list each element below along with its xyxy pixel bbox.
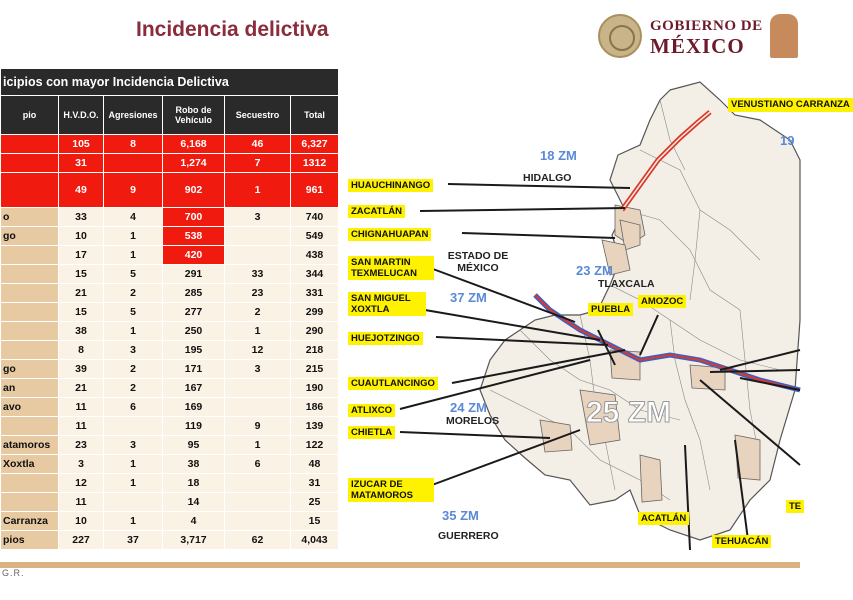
cell-secuestro: 3 bbox=[225, 360, 291, 379]
cell-secuestro bbox=[225, 398, 291, 417]
label-chignahuapan: CHIGNAHUAPAN bbox=[348, 228, 431, 241]
puebla-map bbox=[340, 60, 850, 560]
cell-total: 331 bbox=[291, 284, 339, 303]
incidence-table bbox=[0, 68, 339, 550]
cell-total: 218 bbox=[291, 341, 339, 360]
cell-agresiones: 2 bbox=[104, 360, 163, 379]
col-agresiones: Agresiones bbox=[104, 96, 163, 135]
cell-total: 438 bbox=[291, 246, 339, 265]
cell-name bbox=[1, 474, 59, 493]
cell-name bbox=[1, 493, 59, 512]
cell-hvdo: 23 bbox=[59, 436, 104, 455]
cell-name bbox=[1, 417, 59, 436]
cell-secuestro: 1 bbox=[225, 436, 291, 455]
cell-agresiones: 1 bbox=[104, 512, 163, 531]
cell-total: 25 bbox=[291, 493, 339, 512]
cell-name: o bbox=[1, 208, 59, 227]
table-row bbox=[1, 341, 339, 360]
cell-name bbox=[1, 154, 59, 173]
cell-secuestro bbox=[225, 512, 291, 531]
cell-robo: 1,274 bbox=[163, 154, 225, 173]
cell-name bbox=[1, 341, 59, 360]
label-chietla: CHIETLA bbox=[348, 426, 395, 439]
zone-35: 35 ZM bbox=[442, 508, 479, 523]
cell-total: 215 bbox=[291, 360, 339, 379]
national-seal-icon bbox=[598, 14, 642, 58]
cell-total: 4,043 bbox=[291, 531, 339, 550]
cell-name bbox=[1, 284, 59, 303]
cell-name bbox=[1, 173, 59, 208]
cell-secuestro: 1 bbox=[225, 322, 291, 341]
label-acatlan: ACATLÁN bbox=[638, 512, 689, 525]
cell-secuestro: 3 bbox=[225, 208, 291, 227]
cell-hvdo: 11 bbox=[59, 398, 104, 417]
cell-robo: 700 bbox=[163, 208, 225, 227]
table-row bbox=[1, 154, 339, 173]
portrait-image bbox=[770, 14, 798, 58]
gobierno-logo bbox=[598, 12, 800, 60]
cell-total: 740 bbox=[291, 208, 339, 227]
cell-agresiones: 4 bbox=[104, 208, 163, 227]
cell-secuestro: 2 bbox=[225, 303, 291, 322]
cell-hvdo: 49 bbox=[59, 173, 104, 208]
table-row bbox=[1, 436, 339, 455]
cell-robo: 250 bbox=[163, 322, 225, 341]
label-cuautlancingo: CUAUTLANCINGO bbox=[348, 377, 438, 390]
gov-line2: MÉXICO bbox=[650, 34, 745, 58]
cell-secuestro: 1 bbox=[225, 173, 291, 208]
cell-robo: 195 bbox=[163, 341, 225, 360]
cell-agresiones bbox=[104, 154, 163, 173]
cell-total: 961 bbox=[291, 173, 339, 208]
cell-agresiones: 1 bbox=[104, 246, 163, 265]
cell-hvdo: 10 bbox=[59, 227, 104, 246]
cell-hvdo: 38 bbox=[59, 322, 104, 341]
cell-robo: 538 bbox=[163, 227, 225, 246]
table-row bbox=[1, 379, 339, 398]
label-venustiano: VENUSTIANO CARRANZA bbox=[728, 98, 853, 112]
cell-agresiones: 37 bbox=[104, 531, 163, 550]
table-caption: icipios con mayor Incidencia Delictiva bbox=[1, 69, 339, 96]
cell-robo: 38 bbox=[163, 455, 225, 474]
cell-name: atamoros bbox=[1, 436, 59, 455]
cell-hvdo: 31 bbox=[59, 154, 104, 173]
label-amozoc: AMOZOC bbox=[638, 295, 686, 308]
region-hidalgo: HIDALGO bbox=[523, 172, 572, 184]
cell-name: pios bbox=[1, 531, 59, 550]
cell-robo: 291 bbox=[163, 265, 225, 284]
footer-bar bbox=[0, 562, 800, 568]
cell-secuestro bbox=[225, 379, 291, 398]
cell-agresiones bbox=[104, 417, 163, 436]
cell-total: 15 bbox=[291, 512, 339, 531]
cell-robo: 277 bbox=[163, 303, 225, 322]
col-robo: Robo de Vehículo bbox=[163, 96, 225, 135]
cell-name bbox=[1, 265, 59, 284]
label-huauchinango: HUAUCHINANGO bbox=[348, 179, 433, 192]
cell-agresiones: 2 bbox=[104, 379, 163, 398]
zone-19: 19 bbox=[780, 133, 795, 148]
cell-secuestro: 33 bbox=[225, 265, 291, 284]
cell-name: go bbox=[1, 227, 59, 246]
label-texmelucan: SAN MARTIN TEXMELUCAN bbox=[348, 256, 434, 280]
cell-hvdo: 15 bbox=[59, 265, 104, 284]
cell-agresiones: 2 bbox=[104, 284, 163, 303]
table-row bbox=[1, 265, 339, 284]
page-title: Incidencia delictiva bbox=[136, 18, 329, 41]
cell-name: go bbox=[1, 360, 59, 379]
label-zacatlan: ZACATLÁN bbox=[348, 205, 405, 218]
table-row bbox=[1, 227, 339, 246]
label-tehuacan: TEHUACÁN bbox=[712, 535, 771, 548]
cell-secuestro: 46 bbox=[225, 135, 291, 154]
cell-agresiones: 1 bbox=[104, 227, 163, 246]
cell-hvdo: 12 bbox=[59, 474, 104, 493]
cell-name: an bbox=[1, 379, 59, 398]
cell-robo: 14 bbox=[163, 493, 225, 512]
cell-total: 299 bbox=[291, 303, 339, 322]
col-secuestro: Secuestro bbox=[225, 96, 291, 135]
cell-hvdo: 39 bbox=[59, 360, 104, 379]
cell-agresiones: 6 bbox=[104, 398, 163, 417]
cell-agresiones: 3 bbox=[104, 436, 163, 455]
cell-robo: 171 bbox=[163, 360, 225, 379]
cell-robo: 119 bbox=[163, 417, 225, 436]
table-row bbox=[1, 246, 339, 265]
cell-name: Carranza bbox=[1, 512, 59, 531]
cell-name bbox=[1, 135, 59, 154]
zone-23: 23 ZM bbox=[576, 263, 613, 278]
table-row bbox=[1, 173, 339, 208]
cell-robo: 95 bbox=[163, 436, 225, 455]
label-izucar: IZUCAR DE MATAMOROS bbox=[348, 478, 434, 502]
zone-24: 24 ZM bbox=[450, 400, 487, 415]
table-row bbox=[1, 208, 339, 227]
cell-agresiones: 3 bbox=[104, 341, 163, 360]
table-row bbox=[1, 398, 339, 417]
cell-name bbox=[1, 303, 59, 322]
cell-name bbox=[1, 322, 59, 341]
cell-hvdo: 21 bbox=[59, 284, 104, 303]
region-edomex: ESTADO DE MÉXICO bbox=[447, 250, 509, 274]
cell-secuestro bbox=[225, 227, 291, 246]
table-row bbox=[1, 455, 339, 474]
cell-total: 549 bbox=[291, 227, 339, 246]
cell-secuestro: 23 bbox=[225, 284, 291, 303]
cell-robo: 4 bbox=[163, 512, 225, 531]
table-row bbox=[1, 303, 339, 322]
cell-secuestro: 6 bbox=[225, 455, 291, 474]
cell-secuestro: 7 bbox=[225, 154, 291, 173]
cell-hvdo: 105 bbox=[59, 135, 104, 154]
source-note: G.R. bbox=[2, 568, 25, 578]
cell-hvdo: 33 bbox=[59, 208, 104, 227]
table-row bbox=[1, 493, 339, 512]
cell-secuestro bbox=[225, 493, 291, 512]
cell-robo: 285 bbox=[163, 284, 225, 303]
cell-total: 122 bbox=[291, 436, 339, 455]
cell-robo: 167 bbox=[163, 379, 225, 398]
col-hvdo: H.V.D.O. bbox=[59, 96, 104, 135]
cell-name: Xoxtla bbox=[1, 455, 59, 474]
cell-hvdo: 3 bbox=[59, 455, 104, 474]
cell-total: 344 bbox=[291, 265, 339, 284]
col-total: Total bbox=[291, 96, 339, 135]
cell-secuestro: 9 bbox=[225, 417, 291, 436]
cell-total: 6,327 bbox=[291, 135, 339, 154]
cell-hvdo: 17 bbox=[59, 246, 104, 265]
cell-hvdo: 8 bbox=[59, 341, 104, 360]
gov-line1: GOBIERNO DE bbox=[650, 18, 763, 34]
cell-hvdo: 11 bbox=[59, 417, 104, 436]
table-row bbox=[1, 322, 339, 341]
zone-37: 37 ZM bbox=[450, 290, 487, 305]
cell-hvdo: 227 bbox=[59, 531, 104, 550]
cell-total: 48 bbox=[291, 455, 339, 474]
table-row bbox=[1, 512, 339, 531]
cell-name bbox=[1, 246, 59, 265]
col-municipio: pio bbox=[1, 96, 59, 135]
zone-18: 18 ZM bbox=[540, 148, 577, 163]
table-row bbox=[1, 135, 339, 154]
label-puebla: PUEBLA bbox=[588, 303, 633, 316]
cell-agresiones: 1 bbox=[104, 474, 163, 493]
cell-total: 139 bbox=[291, 417, 339, 436]
cell-total: 190 bbox=[291, 379, 339, 398]
label-huejotzingo: HUEJOTZINGO bbox=[348, 332, 423, 345]
cell-agresiones: 8 bbox=[104, 135, 163, 154]
cell-robo: 902 bbox=[163, 173, 225, 208]
cell-total: 290 bbox=[291, 322, 339, 341]
cell-total: 1312 bbox=[291, 154, 339, 173]
label-xoxtla: SAN MIGUEL XOXTLA bbox=[348, 292, 426, 316]
cell-secuestro: 12 bbox=[225, 341, 291, 360]
cell-secuestro bbox=[225, 246, 291, 265]
cell-secuestro: 62 bbox=[225, 531, 291, 550]
region-guerrero: GUERRERO bbox=[438, 530, 499, 542]
label-atlixco: ATLIXCO bbox=[348, 404, 395, 417]
cell-hvdo: 10 bbox=[59, 512, 104, 531]
table-row bbox=[1, 360, 339, 379]
label-te: TE bbox=[786, 500, 804, 513]
zone-25: 25 ZM bbox=[586, 396, 672, 429]
region-morelos: MORELOS bbox=[446, 415, 500, 427]
cell-agresiones: 1 bbox=[104, 322, 163, 341]
cell-name: avo bbox=[1, 398, 59, 417]
cell-robo: 18 bbox=[163, 474, 225, 493]
region-tlaxcala: TLAXCALA bbox=[598, 278, 655, 290]
cell-secuestro bbox=[225, 474, 291, 493]
table-row bbox=[1, 284, 339, 303]
table-row bbox=[1, 474, 339, 493]
cell-agresiones bbox=[104, 493, 163, 512]
cell-robo: 3,717 bbox=[163, 531, 225, 550]
cell-robo: 420 bbox=[163, 246, 225, 265]
cell-hvdo: 11 bbox=[59, 493, 104, 512]
cell-hvdo: 21 bbox=[59, 379, 104, 398]
cell-agresiones: 5 bbox=[104, 303, 163, 322]
cell-total: 186 bbox=[291, 398, 339, 417]
table-total-row bbox=[1, 531, 339, 550]
cell-robo: 169 bbox=[163, 398, 225, 417]
cell-total: 31 bbox=[291, 474, 339, 493]
cell-hvdo: 15 bbox=[59, 303, 104, 322]
cell-robo: 6,168 bbox=[163, 135, 225, 154]
table-row bbox=[1, 417, 339, 436]
cell-agresiones: 1 bbox=[104, 455, 163, 474]
cell-agresiones: 9 bbox=[104, 173, 163, 208]
cell-agresiones: 5 bbox=[104, 265, 163, 284]
